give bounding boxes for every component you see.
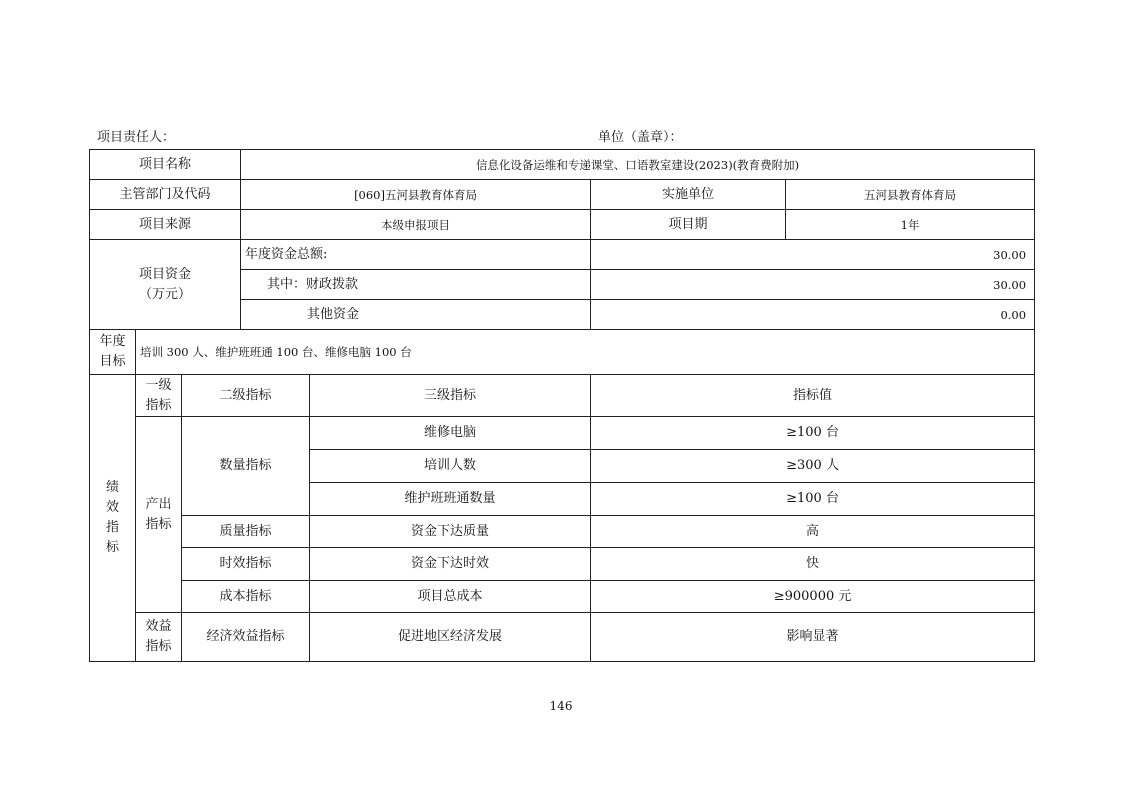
funds-label-line2: （万元）: [139, 286, 192, 302]
row-benefit: [90, 613, 1035, 662]
level2-header: 二级指标: [182, 375, 310, 417]
cost-value: ≥900000 元: [591, 581, 1035, 613]
other-funds-value: 0.00: [591, 300, 1035, 330]
level3-header: 三级指标: [310, 375, 591, 417]
perf-char-2: 效: [105, 500, 119, 515]
row-indicator-header: [90, 375, 1035, 417]
output-label-line2: 指标: [145, 516, 172, 532]
quality-name: 资金下达质量: [310, 516, 591, 548]
unit-stamp-label: 单位（盖章）：: [598, 130, 683, 145]
perf-char-3: 指: [105, 520, 119, 535]
row-annual-total: [90, 240, 1035, 270]
output-indicator-label: [136, 417, 182, 613]
quantity-3-value: ≥100 台: [591, 483, 1035, 516]
annual-goal-label-line2: 目标: [99, 354, 126, 369]
benefit-label-line1: 效益: [145, 619, 172, 634]
quantity-2-name: 培训人数: [310, 450, 591, 483]
row-annual-goal: [90, 330, 1035, 375]
period-label: 项目期: [591, 210, 786, 240]
quality-indicator-label: 质量指标: [182, 516, 310, 548]
annual-goal-value: 培训 300 人、维护班班通 100 台、维修电脑 100 台: [136, 330, 1035, 375]
level1-header-line2: 指标: [145, 397, 172, 413]
row-department: [90, 180, 1035, 210]
cost-name: 项目总成本: [310, 581, 591, 613]
fiscal-label: 其中：财政拨款: [241, 270, 591, 300]
quantity-1-name: 维修电脑: [310, 417, 591, 450]
dept-label: 主管部门及代码: [90, 180, 241, 210]
quality-value: 高: [591, 516, 1035, 548]
annual-total-value: 30.00: [591, 240, 1035, 270]
benefit-label-line2: 指标: [145, 639, 172, 654]
row-quality: [90, 516, 1035, 548]
row-project-name: [90, 150, 1035, 180]
row-cost: [90, 581, 1035, 613]
row-timeliness: [90, 548, 1035, 581]
other-funds-label: 其他资金: [241, 300, 591, 330]
project-name-label: 项目名称: [90, 150, 241, 180]
annual-goal-label: [90, 330, 136, 375]
dept-value: [060]五河县教育体育局: [241, 180, 591, 210]
source-value: 本级申报项目: [241, 210, 591, 240]
economic-benefit-value: 影响显著: [591, 613, 1035, 662]
responsible-label: 项目责任人：: [97, 130, 176, 145]
fiscal-value: 30.00: [591, 270, 1035, 300]
quantity-2-value: ≥300 人: [591, 450, 1035, 483]
economic-benefit-label: 经济效益指标: [182, 613, 310, 662]
quantity-1-value: ≥100 台: [591, 417, 1035, 450]
performance-table: [89, 149, 1035, 662]
level1-header: [136, 375, 182, 417]
row-quantity-1: [90, 417, 1035, 450]
page-number: 146: [549, 699, 573, 713]
quantity-indicator-label: 数量指标: [182, 417, 310, 516]
timeliness-name: 资金下达时效: [310, 548, 591, 581]
cost-indicator-label: 成本指标: [182, 581, 310, 613]
benefit-indicator-label: [136, 613, 182, 662]
timeliness-value: 快: [591, 548, 1035, 581]
impl-unit-value: 五河县教育体育局: [786, 180, 1035, 210]
funds-label: [90, 240, 241, 330]
funds-label-line1: 项目资金: [139, 266, 192, 282]
level1-header-line1: 一级: [145, 377, 172, 393]
indicator-value-header: 指标值: [591, 375, 1035, 417]
perf-char-1: 绩: [105, 480, 119, 495]
row-source: [90, 210, 1035, 240]
performance-indicator-label: [90, 375, 136, 662]
project-name-value: 信息化设备运维和专递课堂、口语教室建设(2023)(教育费附加): [241, 150, 1035, 180]
annual-goal-label-line1: 年度: [99, 334, 126, 349]
source-label: 项目来源: [90, 210, 241, 240]
timeliness-indicator-label: 时效指标: [182, 548, 310, 581]
perf-char-4: 标: [105, 540, 119, 555]
impl-unit-label: 实施单位: [591, 180, 786, 210]
economic-benefit-name: 促进地区经济发展: [310, 613, 591, 662]
annual-total-label: 年度资金总额:: [241, 240, 591, 270]
output-label-line1: 产出: [145, 496, 172, 512]
period-value: 1年: [786, 210, 1035, 240]
quantity-3-name: 维护班班通数量: [310, 483, 591, 516]
